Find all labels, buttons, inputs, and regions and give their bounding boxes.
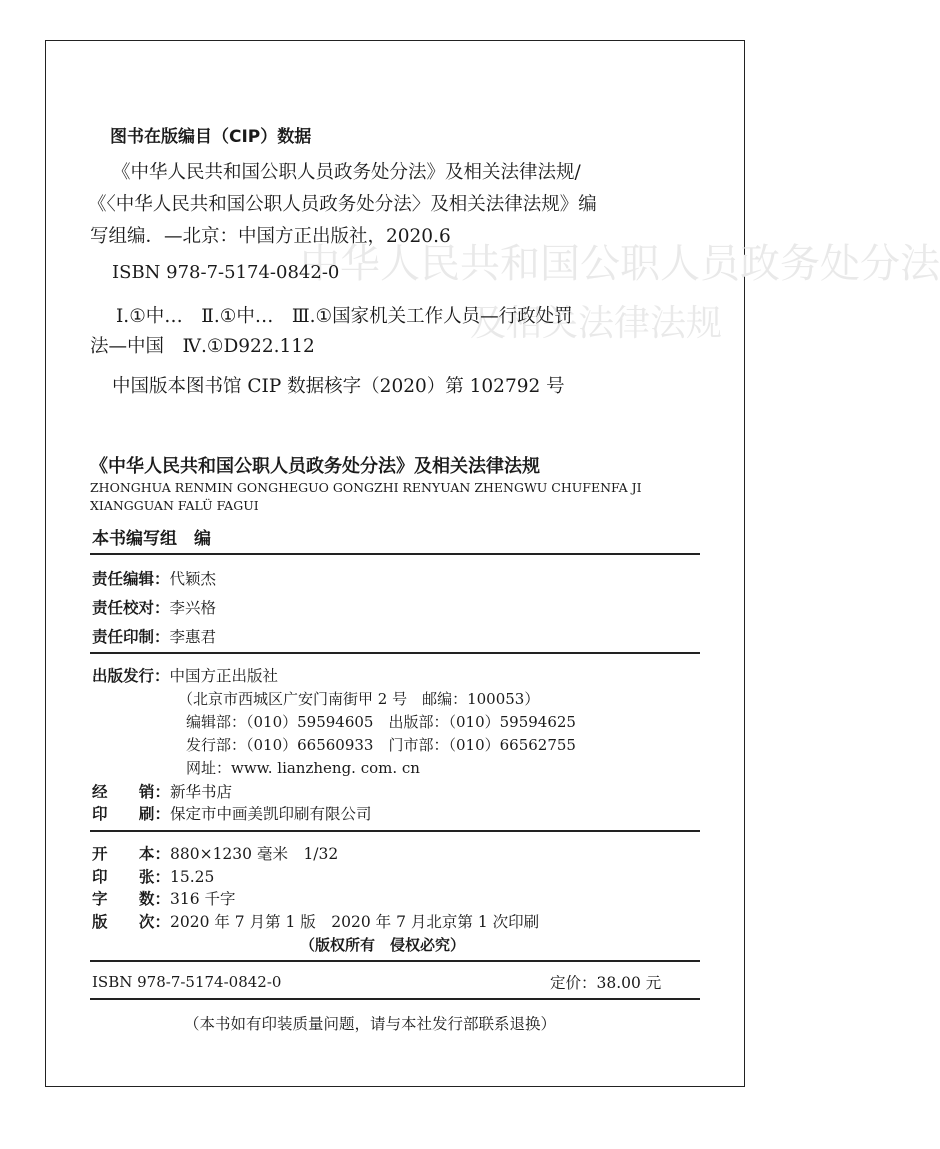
publisher-phones-2: 发行部：（010）66560933 门市部：（010）66562755: [186, 736, 576, 754]
cip-heading: 图书在版编目（CIP）数据: [110, 127, 312, 147]
spec-value: 2020 年 7 月第 1 版 2020 年 7 月北京第 1 次印刷: [170, 913, 540, 931]
copyright-notice: （版权所有 侵权必究）: [300, 936, 466, 954]
staff-label: 责任校对：: [92, 599, 170, 617]
book-title-pinyin-line-2: XIANGGUAN FALÜ FAGUI: [90, 498, 259, 513]
staff-label: 责任印制：: [92, 628, 170, 646]
printer-label: 印 刷：: [92, 805, 170, 823]
divider-rule: [90, 830, 700, 832]
cip-isbn: ISBN 978-7-5174-0842-0: [112, 262, 340, 283]
show-through-text: 及相关法律法规: [470, 303, 723, 344]
staff-value: 代颖杰: [169, 570, 217, 588]
cip-classification-line-2: 法—中国 Ⅳ.①D922.112: [90, 336, 315, 357]
spec-label: 印 张：: [92, 868, 170, 886]
spec-row-format: [92, 842, 338, 864]
divider-rule: [90, 960, 700, 962]
editor-group: 本书编写组 编: [92, 529, 211, 549]
book-title-pinyin-line-1: ZHONGHUA RENMIN GONGHEGUO GONGZHI RENYUAN ZHENGWU CHUFENFA JI: [90, 480, 642, 495]
spec-label: 字 数：: [92, 890, 170, 908]
printer-row: [92, 802, 372, 824]
cip-classification-line-1: Ⅰ.①中… Ⅱ.①中… Ⅲ.①国家机关工作人员—行政处罚: [116, 306, 573, 327]
show-through-text: 中华人民共和国公职人员政务处分法: [300, 241, 940, 287]
distributor-row: [92, 780, 232, 802]
spec-value: 316 千字: [170, 890, 236, 908]
publisher-name: 中国方正出版社: [169, 667, 279, 685]
spec-label: 版 次：: [92, 913, 170, 931]
staff-value: 李兴格: [169, 599, 217, 617]
cip-title-line-1: 《中华人民共和国公职人员政务处分法》及相关法律法规/: [112, 162, 581, 183]
cip-title-line-2: 《〈中华人民共和国公职人员政务处分法〉及相关法律法规》编: [88, 194, 597, 215]
spec-value: 880×1230 毫米 1/32: [170, 845, 339, 863]
staff-row-printing: [92, 625, 216, 647]
publisher-label: 出版发行：: [92, 667, 170, 685]
price: 定价：38.00 元: [550, 974, 662, 992]
cip-number: 中国版本图书馆 CIP 数据核字（2020）第 102792 号: [112, 376, 565, 397]
staff-row-proofreader: [92, 596, 216, 618]
book-title: 《中华人民共和国公职人员政务处分法》及相关法律法规: [90, 456, 540, 477]
divider-rule: [90, 553, 700, 555]
staff-value: 李惠君: [169, 628, 217, 646]
cip-title-line-3: 写组编．—北京：中国方正出版社，2020.6: [90, 226, 451, 247]
distributor-value: 新华书店: [170, 783, 233, 801]
publisher-row: [92, 664, 278, 686]
distributor-label: 经 销：: [92, 783, 170, 801]
footer-isbn: ISBN 978-7-5174-0842-0: [92, 973, 282, 991]
printer-value: 保定市中画美凯印刷有限公司: [170, 805, 372, 823]
publisher-website: 网址：www. lianzheng. com. cn: [186, 759, 420, 777]
staff-row-editor: [92, 567, 216, 589]
spec-row-edition: [92, 910, 539, 932]
spec-row-wordcount: [92, 887, 236, 909]
spec-label: 开 本：: [92, 845, 170, 863]
divider-rule: [90, 652, 700, 654]
publisher-address: （北京市西城区广安门南街甲 2 号 邮编：100053）: [178, 690, 540, 708]
return-notice: （本书如有印装质量问题，请与本社发行部联系退换）: [184, 1015, 557, 1033]
spec-value: 15.25: [170, 868, 215, 886]
spec-row-sheets: [92, 865, 214, 887]
publisher-phones-1: 编辑部：（010）59594605 出版部：（010）59594625: [186, 713, 576, 731]
staff-label: 责任编辑：: [92, 570, 170, 588]
divider-rule: [90, 998, 700, 1000]
